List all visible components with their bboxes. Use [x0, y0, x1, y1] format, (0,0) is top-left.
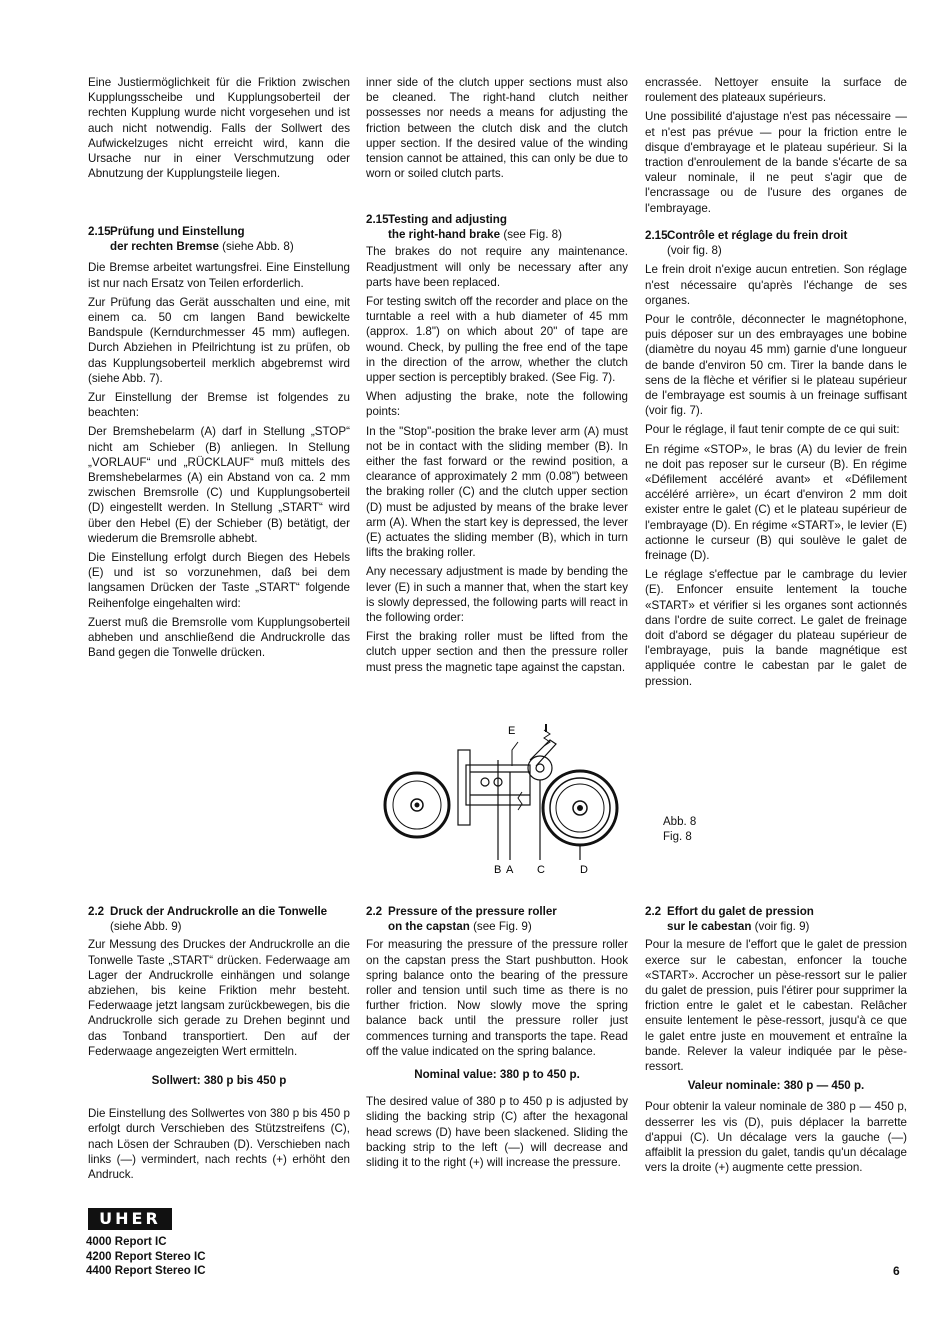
- nominal-value: Sollwert: 380 p bis 450 p: [151, 1074, 287, 1088]
- section-heading: [645, 904, 907, 934]
- section-number: 2.2: [645, 905, 662, 918]
- paragraph: Die Bremse arbeitet wartungsfrei. Eine Einstellung ist nur nach Ersatz von Teilen erforderlich.: [88, 261, 350, 290]
- nominal-value: Valeur nominale: 380 p — 450 p.: [687, 1079, 865, 1093]
- model-name: 4000 Report IC: [86, 1236, 167, 1248]
- model-list: [86, 1235, 206, 1279]
- paragraph: First the braking roller must be lifted from the clutch upper section and then the pressure roller must press the magnetic tape against the capstan.: [366, 630, 628, 674]
- column-english: [366, 75, 628, 185]
- section-title: Prüfung und Einstellung: [110, 225, 245, 238]
- figure-reference: (siehe Abb. 8): [222, 240, 294, 254]
- paragraph: For testing switch off the recorder and place on the turntable a reel with a hub diameter of 45 mm (approx. 1.8") on which about 20" of tape are wound. Check, by pulling the free end of the tape in the direction of the arrow, whether the clutch upper section is perceptibly braked. (See Fig. 7).: [366, 295, 628, 385]
- figure-reference: (voir fig. 9): [754, 920, 810, 934]
- right-reel: [543, 771, 617, 845]
- intro-paragraph: Une possibilité d'ajustage n'est pas nécessaire — et n'est pas prévue — pour la friction entre le disque d'embrayage et le plateau supérieur. Si la traction d'enroulement de la bande s'écarte de sa valeur nominale, il ne peut s'agir que de l'encrassage ou de l'usure des organes de l'embrayage.: [645, 110, 907, 215]
- column-french: [645, 75, 907, 220]
- figure-caption-en: Fig. 8: [663, 831, 692, 843]
- figure-reference: (voir fig. 8): [667, 244, 722, 258]
- section-2-15-german: [88, 224, 350, 664]
- paragraph: Die Einstellung des Sollwertes von 380 p bis 450 p erfolgt durch Verschieben des Stützstreifens (C), nach Lösen der Schrauben (D). Verschieben nach links (—) vermindert, nach rechts (+) erhöht den Andruck.: [88, 1107, 350, 1182]
- section-number: 2.15: [88, 225, 111, 238]
- label-c: C: [537, 864, 545, 876]
- section-title: Testing and adjusting: [388, 213, 507, 226]
- uher-logo: UHER: [88, 1208, 172, 1230]
- paragraph: In the "Stop"-position the brake lever arm (A) must not be in contact with the sliding member (B). In either the fast forward or the rewind position, a clearance of approximately 2 mm (0.08") between the braking roller (C) and the clutch upper section (D) must be adjusted by means of the brake lever arm (A). When the start key is depressed, the lever (E) actuates the sliding member (B), which in turn lifts the braking roller.: [366, 424, 628, 560]
- paragraph: Zuerst muß die Bremsrolle vom Kupplungsoberteil abheben und anschließend die Andruckrolle das Band gegen die Tonwelle drücken.: [88, 615, 350, 660]
- section-number: 2.15: [645, 229, 668, 242]
- section-title-line2: on the capstan: [388, 920, 470, 934]
- paragraph: For measuring the pressure of the pressure roller on the capstan press the Start pushbutton. Hook spring balance onto the bearing of the pressure roller and tension until such time as there is no further friction. Now slowly move the spring balance back until the pressure roller just commences turning and transports the tape. Read off the value indicated on the spring balance.: [366, 938, 628, 1058]
- section-heading: [366, 904, 628, 934]
- brake-mechanism-diagram: [380, 720, 630, 880]
- section-2-15-french: [645, 228, 907, 693]
- paragraph: The desired value of 380 p to 450 p is adjusted by sliding the backing strip (C) after the hexagonal head screws (D) have been slackened. Sliding the backing strip to the left (—) will decrease and sliding it to the right (+) will increase the pressure.: [366, 1095, 628, 1170]
- paragraph: Le frein droit n'exige aucun entretien. Son réglage n'est nécessaire qu'après l'échange de ses organes.: [645, 263, 907, 307]
- figure-reference: (see Fig. 9): [473, 920, 532, 934]
- section-title-line2: der rechten Bremse: [110, 240, 219, 254]
- paragraph: Pour le réglage, il faut tenir compte de ce qui suit:: [645, 423, 900, 437]
- paragraph: Zur Einstellung der Bremse ist folgendes zu beachten:: [88, 391, 350, 420]
- page-number: 6: [893, 1264, 900, 1278]
- left-reel: [385, 773, 449, 837]
- figure-reference: (siehe Abb. 9): [110, 920, 182, 934]
- paragraph: Zur Messung des Druckes der Andruckrolle an die Tonwelle Taste „START“ drücken. Federwaage am Lager der Andruckrolle einhängen und solange abziehen, bis keine Friktion mehr besteht. Federwaage jetzt langsam zurückbewegen, bis die Andruckrolle sich gerade zu Drehen beginnt und das Tonband transportiert. Den auf der Federwaage angezeigten Wert ermitteln.: [88, 938, 350, 1058]
- section-title: Contrôle et réglage du frein droit: [667, 229, 848, 242]
- paragraph: Any necessary adjustment is made by bending the lever (E) in such a manner that, when the start key is slowly depressed, the following parts will react in the following order:: [366, 565, 628, 625]
- section-heading: [645, 228, 907, 258]
- section-number: 2.15: [366, 213, 389, 226]
- label-e: E: [508, 725, 516, 737]
- section-title: Pressure of the pressure roller: [388, 905, 557, 918]
- paragraph: Pour le contrôle, déconnecter le magnétophone, puis déposer sur un des embrayages une bobine (diamètre du noyau 45 mm) garnie d'une longueur de bande d'environ 50 cm. Tirer la bande dans le sens de la flèche et vérifier si le plateau supérieur de l'embrayage est soumis à un freinage suffisant (voir fig. 7).: [645, 313, 907, 418]
- section-number: 2.2: [366, 905, 383, 918]
- paragraph: Pour obtenir la valeur nominale de 380 p — 450 p, desserrer les vis (D), puis déplacer la barrette d'appui (C). Un décalage vers la gauche (—) affaiblit la pression du galet, tandis qu'un décalage vers la droite (+) augmente cette pression.: [645, 1100, 907, 1175]
- label-b: B: [494, 864, 502, 876]
- label-d: D: [580, 864, 588, 876]
- figure-caption-de: Abb. 8: [663, 816, 697, 828]
- model-name: 4200 Report Stereo IC: [86, 1250, 206, 1263]
- column-german: [88, 75, 350, 185]
- model-name: 4400 Report Stereo IC: [86, 1265, 206, 1277]
- section-2-2-french: [645, 904, 907, 1179]
- figure-reference: (see Fig. 8): [503, 228, 562, 242]
- paragraph: When adjusting the brake, note the following points:: [366, 390, 628, 419]
- paragraph: Le réglage s'effectue par le cambrage du levier (E). Enfoncer ensuite lentement la touche «START» et vérifier si les organes sont actionnés dans l'ordre de suite correct. Le galet de freinage doit d'abord se dégager du plateau supérieur de l'embrayage, puis la bande magnétique est appliquée contre le cabestan par le galet de pression.: [645, 568, 907, 688]
- section-title-line2: sur le cabestan: [667, 920, 752, 934]
- intro-paragraph: inner side of the clutch upper sections must also be cleaned. The right-hand clutch neither possesses nor needs a means for adjusting the friction between the clutch disk and the clutch upper section. If the desired value of the winding tension cannot be attained, this can only be due to worn or soiled clutch parts.: [366, 76, 628, 181]
- intro-paragraph: Eine Justiermöglichkeit für die Friktion zwischen Kupplungsscheibe und Kupplungsoberteil der rechten Kupplung wurde nicht vorgesehen und ist auch nicht notwendig. Falls der Sollwert des Aufwickelzuges nicht erreicht wird, kann die Ursache nur in einer Verschmutzung oder Abnutzung der Kupplungsteile liegen.: [88, 76, 350, 181]
- section-2-2-german: [88, 904, 350, 1186]
- figure-caption: [663, 815, 696, 845]
- intro-paragraph: encrassée. Nettoyer ensuite la surface de roulement des plateaux supérieurs.: [645, 76, 907, 105]
- section-heading: [366, 212, 628, 242]
- section-title-line2: the right-hand brake: [388, 228, 501, 242]
- nominal-value: Nominal value: 380 p to 450 p.: [414, 1068, 580, 1082]
- paragraph: Die Einstellung erfolgt durch Biegen des Hebels (E) und ist so vorzunehmen, daß bei dem langsamen Drücken der Taste „START“ folgende Reihenfolge eingehalten wird:: [88, 551, 350, 610]
- section-2-15-english: [366, 212, 628, 679]
- section-title: Druck der Andruckrolle an die Tonwelle: [110, 905, 328, 918]
- paragraph: The brakes do not require any maintenance. Readjustment will only be necessary after any parts have been replaced.: [366, 245, 628, 289]
- paragraph: Der Bremshebelarm (A) darf in Stellung „STOP“ nicht am Schieber (B) anliegen. In Stellung „VORLAUF“ und „RÜCKLAUF“ muß mittels des Bremshebelarmes (A) ein Abstand von ca. 2 mm zwischen Bremsrolle (C) und Kupplungsoberteil (D) eingestellt werden. In Stellung „START“ wird über den Hebel (E) der Schieber (B) betätigt, der wiederum die Bremsrolle abhebt.: [88, 425, 350, 545]
- section-2-2-english: [366, 904, 628, 1174]
- paragraph: En régime «STOP», le bras (A) du levier de frein ne doit pas reposer sur le curseur (B). En régime «Défilement accéléré avant» et «Défilement accéléré arrière», un écart d'environ 2 mm doit exister entre le galet (C) et le plateau supérieur de l'embrayage (D). En régime «START», le levier (E) actionne le curseur (B) qui soulève le galet de freinage (D).: [645, 442, 907, 563]
- paragraph: Zur Prüfung das Gerät ausschalten und eine, mit einem ca. 50 cm langen Band bewickelte Bandspule (Kerndurchmesser 45 mm) auflegen. Durch Abziehen in Pfeilrichtung ist zu prüfen, ob das Kupplungsoberteil merklich abgebremst wird (siehe Abb. 7).: [88, 295, 350, 385]
- section-heading: [88, 224, 350, 254]
- paragraph: Pour la mesure de l'effort que le galet de pression exerce sur le cabestan, enfoncer la touche «START». Accrocher un pèse-ressort sur le palier du galet de pression, puis l'étirer pour supprimer la friction entre le galet et le cabestan. Relâcher ensuite lentement le pèse-ressort, jusqu'à ce que le galet entre juste en mouvement et entraîne la bande. Relever la valeur indiquée par le pèse-ressort.: [645, 938, 907, 1074]
- section-heading: [88, 904, 350, 934]
- section-number: 2.2: [88, 905, 105, 918]
- label-a: A: [506, 864, 514, 876]
- section-title: Effort du galet de pression: [667, 905, 814, 918]
